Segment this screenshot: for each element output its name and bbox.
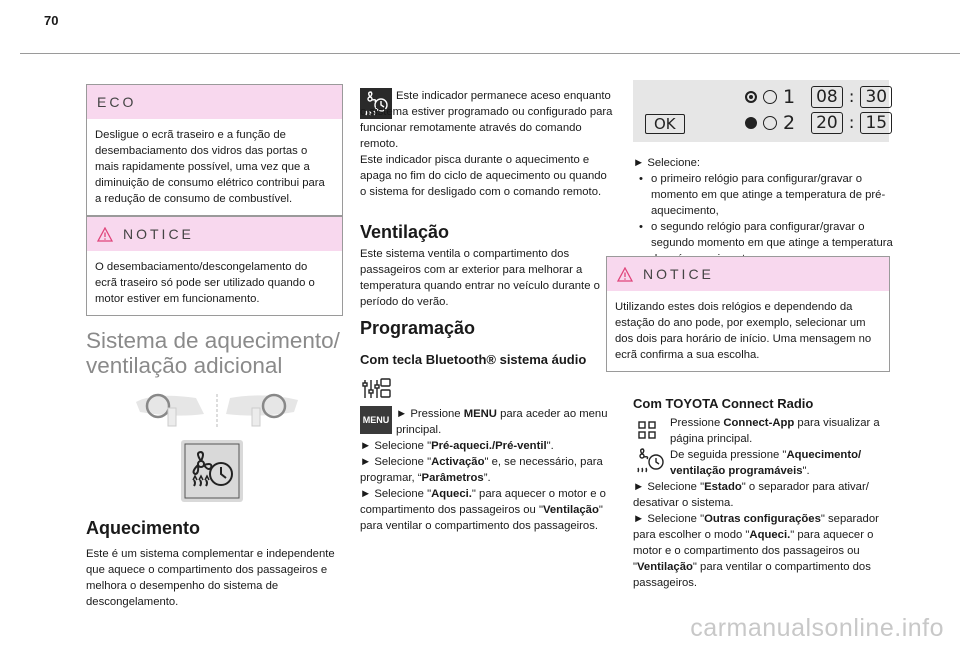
notice-header-2 [607, 257, 889, 291]
prog-step-3-mid: " e, se necessário, para programar, “ [360, 456, 603, 484]
eco-text: Desligue o ecrã traseiro e a função de desembaciamento dos vidros das portas o mais rapidamente possível, uma vez que a diminuição de consumo elétrico contribui para a redução de consumo de combustível. [95, 129, 325, 205]
clock-1-minutes: 30 [860, 86, 892, 108]
toyota-s1-post: " o separador para ativar/ desativar o sistema. [633, 481, 869, 509]
selecione-head: ► Selecione: [633, 157, 701, 169]
notice-title-1: NOTICE [123, 226, 194, 242]
notice-text-2: Utilizando estes dois relógios e dependendo da estação do ano pode, por exemplo, selecionar um dos dois para horário de início. Uma mensagem no ecrã confirma a sua escolha. [615, 301, 872, 361]
clock-1-label: 1 [783, 86, 796, 108]
clock-2-colon: : [848, 113, 855, 133]
clock-icon [763, 116, 777, 130]
selecione-bullet-1: • o primeiro relógio para configurar/gravar o momento em que atinge a temperatura de pré-aquecimento, [651, 171, 893, 219]
toyota-s2-pre: ► Selecione " [633, 513, 705, 525]
prog-step-1-bold: MENU [463, 408, 497, 420]
toyota-s2-bold2: Aqueci. [749, 529, 791, 541]
toyota-s2 [633, 511, 895, 591]
clock-row-1 [745, 86, 892, 108]
toyota-p1-bold: Connect-App [723, 417, 795, 429]
clock-2-label: 2 [783, 112, 796, 134]
toyota-p2 [633, 447, 895, 479]
header-rule [20, 53, 960, 54]
prog-step-4-pre: ► Selecione " [360, 488, 432, 500]
programacao-title: Programação [360, 318, 476, 338]
timer-display [633, 80, 889, 142]
selecione-bullet-2: • o segundo relógio para configurar/gravar o segundo momento em que atinge a temperatura [651, 219, 893, 267]
prog-step-4-bold: Aqueci. [431, 488, 472, 500]
prog-step-1 [360, 406, 618, 438]
toyota-title: Com TOYOTA Connect Radio [633, 396, 814, 411]
warning-icon [97, 227, 113, 242]
clock-row-2 [745, 112, 892, 134]
toyota-p1-post: para visualizar a página principal. [670, 417, 880, 445]
prog-step-3-bold: Activação [431, 456, 485, 468]
section-title [86, 328, 346, 378]
toyota-p2-bold: Aquecimento/ ventilação programáveis [670, 449, 862, 477]
toyota-s2-bold: Outras configurações [704, 513, 821, 525]
warning-icon [617, 267, 633, 282]
prog-step-2-post: ". [546, 440, 554, 452]
prog-step-4-bold2: Ventilação [542, 504, 599, 516]
clock-1-colon: : [848, 87, 855, 107]
clock-icon [763, 90, 777, 104]
steering-wheels-illustration [134, 392, 300, 430]
toyota-p2-post: ". [802, 465, 810, 477]
prog-step-3-post: ”. [483, 472, 491, 484]
ok-button: OK [645, 114, 685, 134]
toyota-s2-bold3: Ventilação [637, 561, 693, 573]
prog-step-3-pre: ► Selecione " [360, 456, 432, 468]
eco-title: ECO [87, 85, 342, 119]
clock-2-hours: 20 [811, 112, 843, 134]
prog-step-1-post: para aceder ao menu principal. [396, 408, 608, 436]
toyota-p1 [633, 415, 895, 447]
section-title-line1: Sistema de aquecimento/ [86, 328, 340, 353]
toyota-steps [633, 415, 895, 591]
toyota-s1-pre: ► Selecione " [633, 481, 705, 493]
toyota-s1 [633, 479, 895, 511]
toyota-s2-mid2: " para aquecer o motor e o compartimento dos passageiros ou " [633, 529, 874, 573]
toyota-s2-mid: " separador para escolher o modo " [633, 513, 879, 541]
aquecimento-title: Aquecimento [86, 518, 201, 538]
aquecimento-text: Este é um sistema complementar e independente que aquece o compartimento dos passageiros e melhora o desempenho do sistema de descongelamento. [86, 548, 335, 608]
notice-title-2: NOTICE [643, 266, 714, 282]
ventilacao-title: Ventilação [360, 222, 450, 242]
prog-step-3-bold2: Parâmetros [421, 472, 484, 484]
section-title-line2: ventilação adicional [86, 353, 283, 378]
toyota-p1-pre: Pressione [670, 417, 724, 429]
prog-step-2-pre: ► Selecione " [360, 440, 432, 452]
eco-box [86, 84, 343, 216]
clock-2-minutes: 15 [860, 112, 892, 134]
radio-dot-icon [745, 91, 757, 103]
toyota-s1-bold: Estado [704, 481, 742, 493]
prog-step-4-post: " para ventilar o compartimento dos passageiros. [360, 504, 603, 532]
notice-text-1: O desembaciamento/descongelamento do ecrã traseiro só pode ser utilizado quando o motor estiver em funcionamento. [95, 261, 315, 305]
clock-1-hours: 08 [811, 86, 843, 108]
prog-step-4-mid: " para aquecer o motor e o compartimento dos passageiros ou " [360, 488, 606, 516]
sliders-icon [361, 378, 391, 400]
heater-button-icon [181, 440, 243, 502]
toyota-p2-pre: De seguida pressione " [670, 449, 787, 461]
watermark: carmanualsonline.info [690, 614, 944, 642]
menu-icon-label: MENU [362, 415, 390, 425]
indicator-text: Este indicador permanece aceso enquanto o sistema estiver programado ou configurado para funcionar remotamente através do comando remoto. [360, 90, 613, 150]
notice-box-1 [86, 216, 343, 316]
programacao-steps [360, 406, 618, 534]
notice-box-2 [606, 256, 890, 372]
radio-dot-icon [745, 117, 757, 129]
prog-step-3 [360, 454, 618, 486]
prog-step-2 [360, 438, 618, 454]
programacao-subtitle: Com tecla Bluetooth® sistema áudio [360, 352, 587, 367]
selecione-block [633, 155, 893, 267]
prog-step-1-pre: ► Pressione [396, 408, 464, 420]
page-number: 70 [44, 13, 59, 28]
prog-step-2-bold: Pré-aqueci./Pré-ventil [431, 440, 547, 452]
prog-step-4 [360, 486, 618, 534]
toyota-s2-post: " para ventilar o compartimento dos passageiros. [633, 561, 871, 589]
notice-header-1 [87, 217, 342, 251]
indicator-text-2: Este indicador pisca durante o aquecimento e apaga no fim do ciclo de aquecimento ou quando o sistema for desligado com o comando remoto. [360, 154, 607, 198]
ventilacao-text: Este sistema ventila o compartimento dos passageiros com ar exterior para melhorar a temperatura quando entrar no veículo durante o período do verão. [360, 248, 600, 308]
selecione-list [633, 171, 893, 267]
